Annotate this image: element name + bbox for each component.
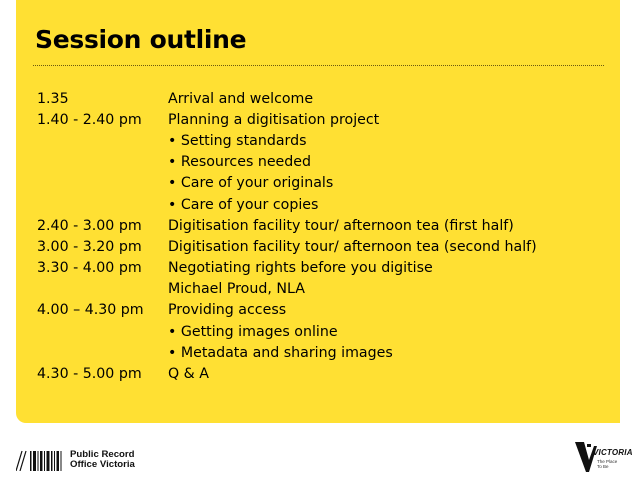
victoria-tagline-1: The Place xyxy=(597,459,618,464)
prov-logo xyxy=(16,448,135,472)
schedule-item: Planning a digitisation project xyxy=(168,111,380,128)
schedule-item: Digitisation facility tour/ afternoon tea (first half) xyxy=(168,217,514,234)
schedule-row xyxy=(37,342,597,363)
schedule-row xyxy=(37,258,597,279)
schedule-item: Providing access xyxy=(168,302,287,319)
schedule-item: Arrival and welcome xyxy=(168,90,314,107)
barcode-icon xyxy=(16,449,64,471)
victoria-tagline-2: To Be xyxy=(597,464,609,469)
schedule-presenter: Michael Proud, NLA xyxy=(168,281,305,298)
schedule-row xyxy=(37,130,597,151)
schedule-row xyxy=(37,236,597,257)
schedule-row xyxy=(37,279,597,300)
schedule-time: 4.30 - 5.00 pm xyxy=(37,366,142,383)
victoria-logo xyxy=(575,440,633,476)
prov-line-2: Office Victoria xyxy=(70,459,135,470)
schedule-row xyxy=(37,363,597,384)
slide-title: Session outline xyxy=(35,25,247,54)
schedule-time: 3.00 - 3.20 pm xyxy=(37,238,142,255)
dotted-divider xyxy=(33,65,604,66)
schedule-subitem: • Getting images online xyxy=(168,323,338,340)
prov-wordmark xyxy=(70,450,135,471)
schedule-row xyxy=(37,321,597,342)
schedule-subitem: • Setting standards xyxy=(168,132,307,149)
schedule-row xyxy=(37,215,597,236)
schedule-time: 1.40 - 2.40 pm xyxy=(37,111,142,128)
schedule-item: Negotiating rights before you digitise xyxy=(168,260,433,277)
victoria-tagline xyxy=(597,459,617,469)
schedule-subitem: • Metadata and sharing images xyxy=(168,344,393,361)
prov-line-1: Public Record xyxy=(70,448,135,460)
schedule-row xyxy=(37,173,597,194)
schedule-subitem: • Care of your originals xyxy=(168,175,334,192)
schedule-subitem: • Care of your copies xyxy=(168,196,319,213)
schedule-time: 4.00 – 4.30 pm xyxy=(37,302,144,319)
schedule-row xyxy=(37,109,597,130)
schedule-time: 1.35 xyxy=(37,90,69,107)
schedule-item: Digitisation facility tour/ afternoon tea (second half) xyxy=(168,238,537,255)
victoria-wordmark: VICTORIA xyxy=(593,448,633,457)
schedule-row xyxy=(37,152,597,173)
session-schedule xyxy=(37,88,597,385)
schedule-time: 2.40 - 3.00 pm xyxy=(37,217,142,234)
schedule-row xyxy=(37,88,597,109)
schedule-subitem: • Resources needed xyxy=(168,154,312,171)
victoria-v-icon xyxy=(575,442,597,472)
schedule-row xyxy=(37,300,597,321)
schedule-time: 3.30 - 4.00 pm xyxy=(37,260,142,277)
schedule-row xyxy=(37,194,597,215)
schedule-item: Q & A xyxy=(168,366,209,383)
